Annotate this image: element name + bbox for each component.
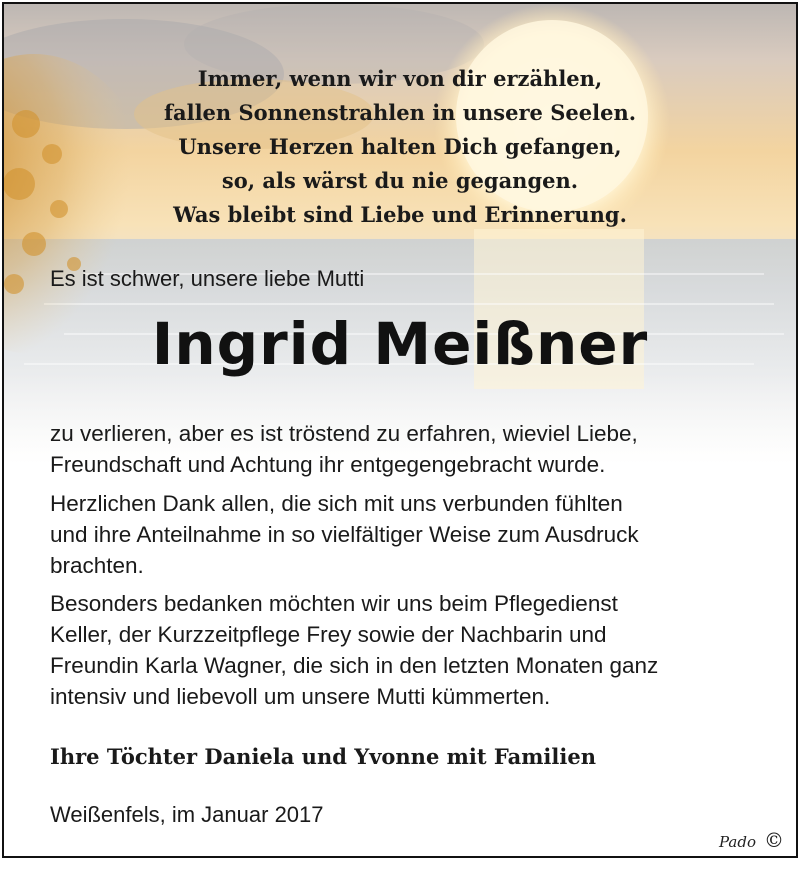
place-and-date: Weißenfels, im Januar 2017	[50, 802, 324, 827]
text-line: und ihre Anteilnahme in so vielfältiger Weise zum Ausdruck	[50, 522, 639, 547]
text-line: Freundschaft und Achtung ihr entgegengebracht wurde.	[50, 452, 606, 477]
intro-line: Es ist schwer, unsere liebe Mutti	[50, 266, 365, 291]
poem	[4, 62, 796, 232]
text-line: brachten.	[50, 553, 144, 578]
family-signature: Ihre Töchter Daniela und Yvonne mit Familien	[50, 744, 596, 769]
copyright-icon: ©	[764, 828, 784, 852]
text-line: Freundin Karla Wagner, die sich in den letzten Monaten ganz	[50, 653, 659, 678]
paragraph-3	[50, 588, 755, 712]
obituary-frame	[2, 2, 798, 858]
designer-signature: Pado	[719, 833, 756, 851]
poem-line: Unsere Herzen halten Dich gefangen,	[178, 134, 622, 159]
deceased-name: Ingrid Meißner	[151, 310, 649, 378]
poem-line: fallen Sonnenstrahlen in unsere Seelen.	[163, 100, 637, 125]
text-line: Herzlichen Dank allen, die sich mit uns verbunden fühlten	[50, 491, 623, 516]
designer-credit	[719, 828, 784, 852]
text-line: Keller, der Kurzzeitpflege Frey sowie der Nachbarin und	[50, 622, 607, 647]
poem-line: so, als wärst du nie gegangen.	[221, 168, 579, 193]
paragraph-2	[50, 488, 755, 581]
text-line: Besonders bedanken möchten wir uns beim Pflegedienst	[50, 591, 618, 616]
paragraph-1	[50, 418, 755, 480]
poem-line: Immer, wenn wir von dir erzählen,	[197, 66, 603, 91]
text-line: zu verlieren, aber es ist tröstend zu erfahren, wieviel Liebe,	[50, 421, 638, 446]
poem-line: Was bleibt sind Liebe und Erinnerung.	[173, 202, 627, 227]
text-line: intensiv und liebevoll um unsere Mutti kümmerten.	[50, 684, 551, 709]
